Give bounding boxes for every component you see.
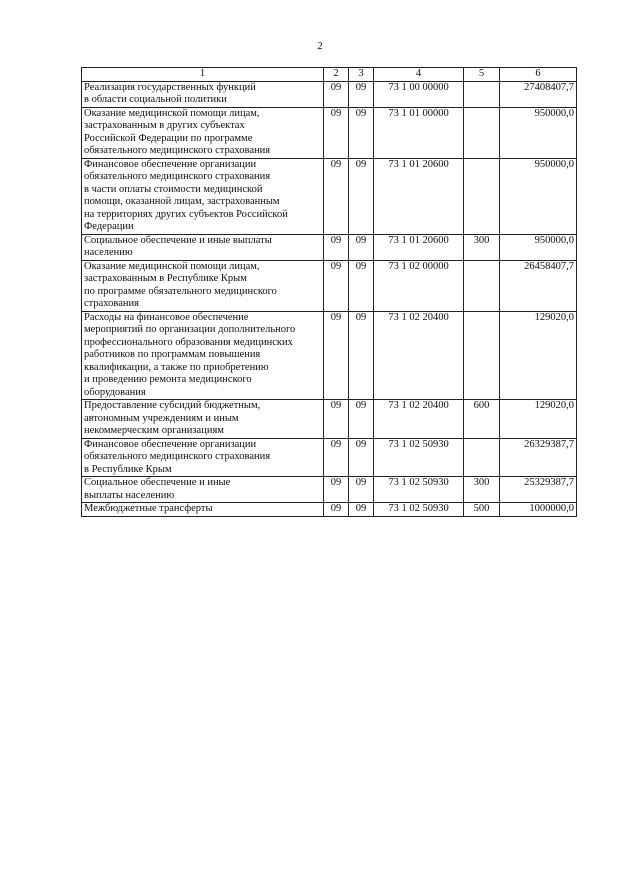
row-subsection-cell: 09: [349, 503, 374, 517]
row-subsection-cell: 09: [349, 438, 374, 477]
table-row: [82, 234, 577, 260]
row-name-cell: Реализация государственных функций в области социальной политики: [82, 81, 324, 107]
row-name-cell: Расходы на финансовое обеспечение мероприятий по организации дополнительного профессионального образования медицинских работников по программам повышения квалификации, а также по приобретению и проведению ремонта медицинского оборудования: [82, 311, 324, 400]
table-row: [82, 107, 577, 158]
row-target-article-cell: 73 1 01 00000: [374, 107, 464, 158]
row-name-cell: Межбюджетные трансферты: [82, 503, 324, 517]
row-section-cell: 09: [324, 81, 349, 107]
row-amount-cell: 950000,0: [500, 234, 577, 260]
row-subsection-cell: 09: [349, 311, 374, 400]
table-header-row: [82, 68, 577, 82]
table-row: [82, 311, 577, 400]
row-expense-type-cell: 300: [464, 477, 500, 503]
row-target-article-cell: 73 1 02 00000: [374, 260, 464, 311]
row-name-cell: Финансовое обеспечение организации обязательного медицинского страхования в Республике Крым: [82, 438, 324, 477]
row-name-cell: Социальное обеспечение и иные выплаты населению: [82, 477, 324, 503]
row-section-cell: 09: [324, 234, 349, 260]
column-header: 5: [464, 68, 500, 82]
row-section-cell: 09: [324, 311, 349, 400]
row-subsection-cell: 09: [349, 477, 374, 503]
column-header: 6: [500, 68, 577, 82]
row-name-cell: Предоставление субсидий бюджетным, автономным учреждениям и иным некоммерческим организациям: [82, 400, 324, 439]
row-target-article-cell: 73 1 02 20400: [374, 400, 464, 439]
row-expense-type-cell: 500: [464, 503, 500, 517]
row-target-article-cell: 73 1 00 00000: [374, 81, 464, 107]
table-row: [82, 477, 577, 503]
row-target-article-cell: 73 1 01 20600: [374, 234, 464, 260]
row-subsection-cell: 09: [349, 400, 374, 439]
row-amount-cell: 950000,0: [500, 158, 577, 234]
table-row: [82, 158, 577, 234]
row-name-cell: Финансовое обеспечение организации обязательного медицинского страхования в части оплаты стоимости медицинской помощи, оказанной лицам, застрахованным на территориях других субъектов Российской Федерации: [82, 158, 324, 234]
row-target-article-cell: 73 1 02 50930: [374, 503, 464, 517]
column-header: 2: [324, 68, 349, 82]
row-name-cell: Социальное обеспечение и иные выплаты населению: [82, 234, 324, 260]
row-target-article-cell: 73 1 02 50930: [374, 477, 464, 503]
table-row: [82, 81, 577, 107]
budget-table: [81, 67, 577, 517]
row-expense-type-cell: [464, 311, 500, 400]
row-name-cell: Оказание медицинской помощи лицам, застрахованным в других субъектах Российской Федерации по программе обязательного медицинского страхования: [82, 107, 324, 158]
row-section-cell: 09: [324, 400, 349, 439]
row-amount-cell: 26458407,7: [500, 260, 577, 311]
row-expense-type-cell: [464, 438, 500, 477]
row-name-cell: Оказание медицинской помощи лицам, застрахованным в Республике Крым по программе обязательного медицинского страхования: [82, 260, 324, 311]
table-row: [82, 503, 577, 517]
row-subsection-cell: 09: [349, 81, 374, 107]
row-expense-type-cell: 300: [464, 234, 500, 260]
row-subsection-cell: 09: [349, 260, 374, 311]
row-section-cell: 09: [324, 503, 349, 517]
row-amount-cell: 25329387,7: [500, 477, 577, 503]
row-amount-cell: 1000000,0: [500, 503, 577, 517]
row-expense-type-cell: [464, 158, 500, 234]
row-section-cell: 09: [324, 158, 349, 234]
table-row: [82, 400, 577, 439]
row-target-article-cell: 73 1 02 50930: [374, 438, 464, 477]
row-amount-cell: 26329387,7: [500, 438, 577, 477]
column-header: 1: [82, 68, 324, 82]
row-section-cell: 09: [324, 107, 349, 158]
row-section-cell: 09: [324, 260, 349, 311]
row-amount-cell: 950000,0: [500, 107, 577, 158]
row-amount-cell: 129020,0: [500, 400, 577, 439]
row-expense-type-cell: [464, 107, 500, 158]
row-expense-type-cell: [464, 81, 500, 107]
row-expense-type-cell: 600: [464, 400, 500, 439]
row-subsection-cell: 09: [349, 107, 374, 158]
column-header: 4: [374, 68, 464, 82]
table-row: [82, 438, 577, 477]
row-target-article-cell: 73 1 01 20600: [374, 158, 464, 234]
row-subsection-cell: 09: [349, 158, 374, 234]
row-section-cell: 09: [324, 438, 349, 477]
page-number: 2: [317, 40, 323, 52]
row-target-article-cell: 73 1 02 20400: [374, 311, 464, 400]
row-amount-cell: 27408407,7: [500, 81, 577, 107]
table-row: [82, 260, 577, 311]
row-expense-type-cell: [464, 260, 500, 311]
row-amount-cell: 129020,0: [500, 311, 577, 400]
column-header: 3: [349, 68, 374, 82]
row-subsection-cell: 09: [349, 234, 374, 260]
row-section-cell: 09: [324, 477, 349, 503]
